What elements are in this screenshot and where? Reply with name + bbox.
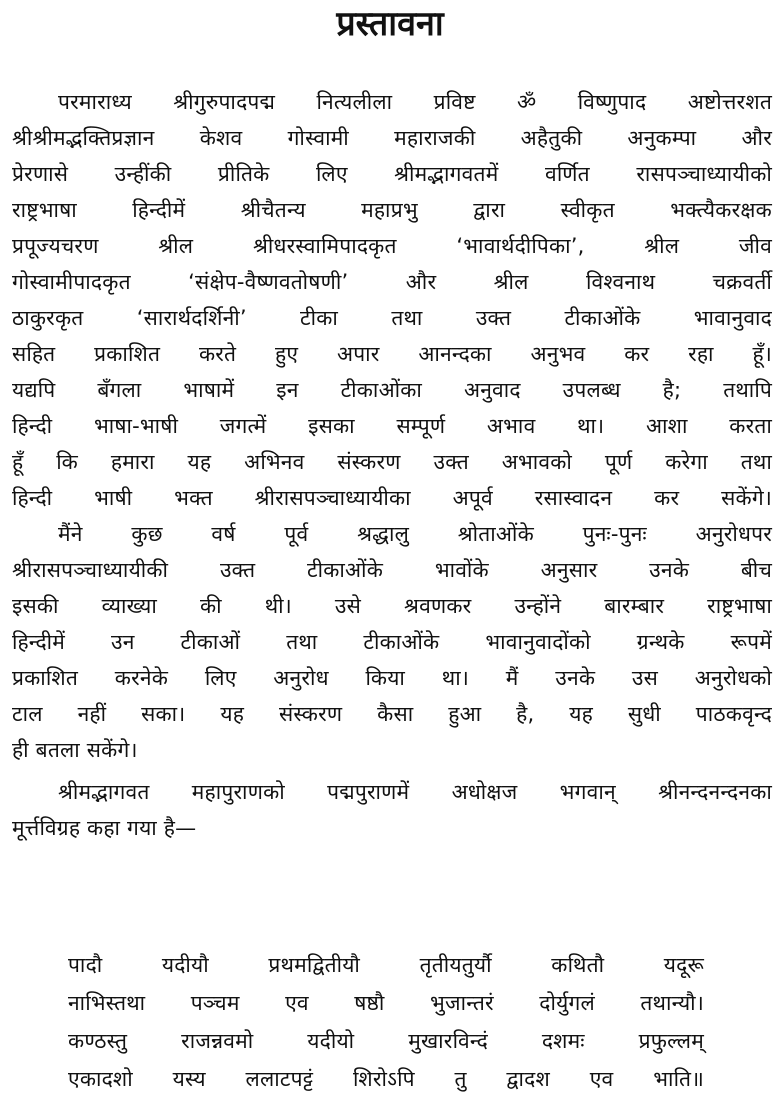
paragraph-line: मैंने कुछ वर्ष पूर्व श्रद्धालु श्रोताओंके पुनः-पुनः अनुरोधपर	[58, 522, 772, 546]
paragraph-line: गोस्वामीपादकृत ‘संक्षेप-वैष्णवतोषणी’ और श्रील विश्वनाथ चक्रवर्ती	[12, 270, 772, 294]
paragraph-line: मूर्त्तविग्रह कहा गया है—	[12, 816, 197, 840]
paragraph-line: ही बतला सकेंगे।	[12, 738, 138, 762]
paragraph-line: प्रकाशित करनेके लिए अनुरोध किया था। मैं उनके उस अनुरोधको	[12, 666, 772, 690]
paragraph-2	[12, 516, 772, 768]
paragraph-line: ठाकुरकृत ‘सारार्थदर्शिनी’ टीका तथा उक्त टीकाओंके भावानुवाद	[12, 306, 772, 330]
verse-line: पादौ यदीयौ प्रथमद्वितीयौ तृतीयतुर्यौ कथितौ यदूरू	[68, 953, 704, 977]
paragraph-line: इसकी व्याख्या की थी। उसे श्रवणकर उन्होंने बारम्बार राष्ट्रभाषा	[12, 594, 772, 618]
paragraph-1	[12, 84, 772, 516]
paragraph-line: प्रेरणासे उन्हींकी प्रीतिके लिए श्रीमद्भागवतमें वर्णित रासपञ्चाध्यायीको	[12, 162, 772, 186]
verse-line: कण्ठस्तु राजन्नवमो यदीयो मुखारविन्दं दशमः प्रफुल्लम्	[68, 1029, 704, 1053]
paragraph-line: हिन्दीमें उन टीकाओं तथा टीकाओंके भावानुवादोंको ग्रन्थके रूपमें	[12, 630, 772, 654]
page-title: प्रस्तावना	[336, 4, 444, 44]
paragraph-line: प्रपूज्यचरण श्रील श्रीधरस्वामिपादकृत ‘भावार्थदीपिका’, श्रील जीव	[12, 234, 772, 258]
document-body	[12, 84, 772, 846]
verse-block	[68, 946, 704, 1098]
paragraph-line: यद्यपि बँगला भाषामें इन टीकाओंका अनुवाद उपलब्ध है; तथापि	[12, 378, 772, 402]
paragraph-line: श्रीरासपञ्चाध्यायीकी उक्त टीकाओंके भावोंके अनुसार उनके बीच	[12, 558, 772, 582]
paragraph-line: परमाराध्य श्रीगुरुपादपद्म नित्यलीला प्रविष्ट ॐ विष्णुपाद अष्टोत्तरशत	[58, 90, 772, 114]
verse-line: एकादशो यस्य ललाटपट्टं शिरोऽपि तु द्वादश एव भाति॥	[68, 1067, 704, 1091]
paragraph-line: टाल नहीं सका। यह संस्करण कैसा हुआ है, यह सुधी पाठकवृन्द	[12, 702, 772, 726]
paragraph-line: श्रीश्रीमद्भक्तिप्रज्ञान केशव गोस्वामी महाराजकी अहैतुकी अनुकम्पा और	[12, 126, 772, 150]
paragraph-line: हिन्दी भाषा-भाषी जगत्में इसका सम्पूर्ण अभाव था। आशा करता	[12, 414, 772, 438]
paragraph-line: श्रीमद्भागवत महापुराणको पद्मपुराणमें अधोक्षज भगवान् श्रीनन्दनन्दनका	[58, 780, 772, 804]
paragraph-line: हिन्दी भाषी भक्त श्रीरासपञ्चाध्यायीका अपूर्व रसास्वादन कर सकेंगे।	[12, 486, 772, 510]
paragraph-line: सहित प्रकाशित करते हुए अपार आनन्दका अनुभव कर रहा हूँ।	[12, 342, 772, 366]
paragraph-line: हूँ कि हमारा यह अभिनव संस्करण उक्त अभावको पूर्ण करेगा तथा	[12, 450, 772, 474]
verse-line: नाभिस्तथा पञ्चम एव षष्ठौ भुजान्तरं दोर्युगलं तथान्यौ।	[68, 991, 704, 1015]
paragraph-3	[12, 774, 772, 846]
paragraph-line: राष्ट्रभाषा हिन्दीमें श्रीचैतन्य महाप्रभु द्वारा स्वीकृत भक्त्यैकरक्षक	[12, 198, 772, 222]
